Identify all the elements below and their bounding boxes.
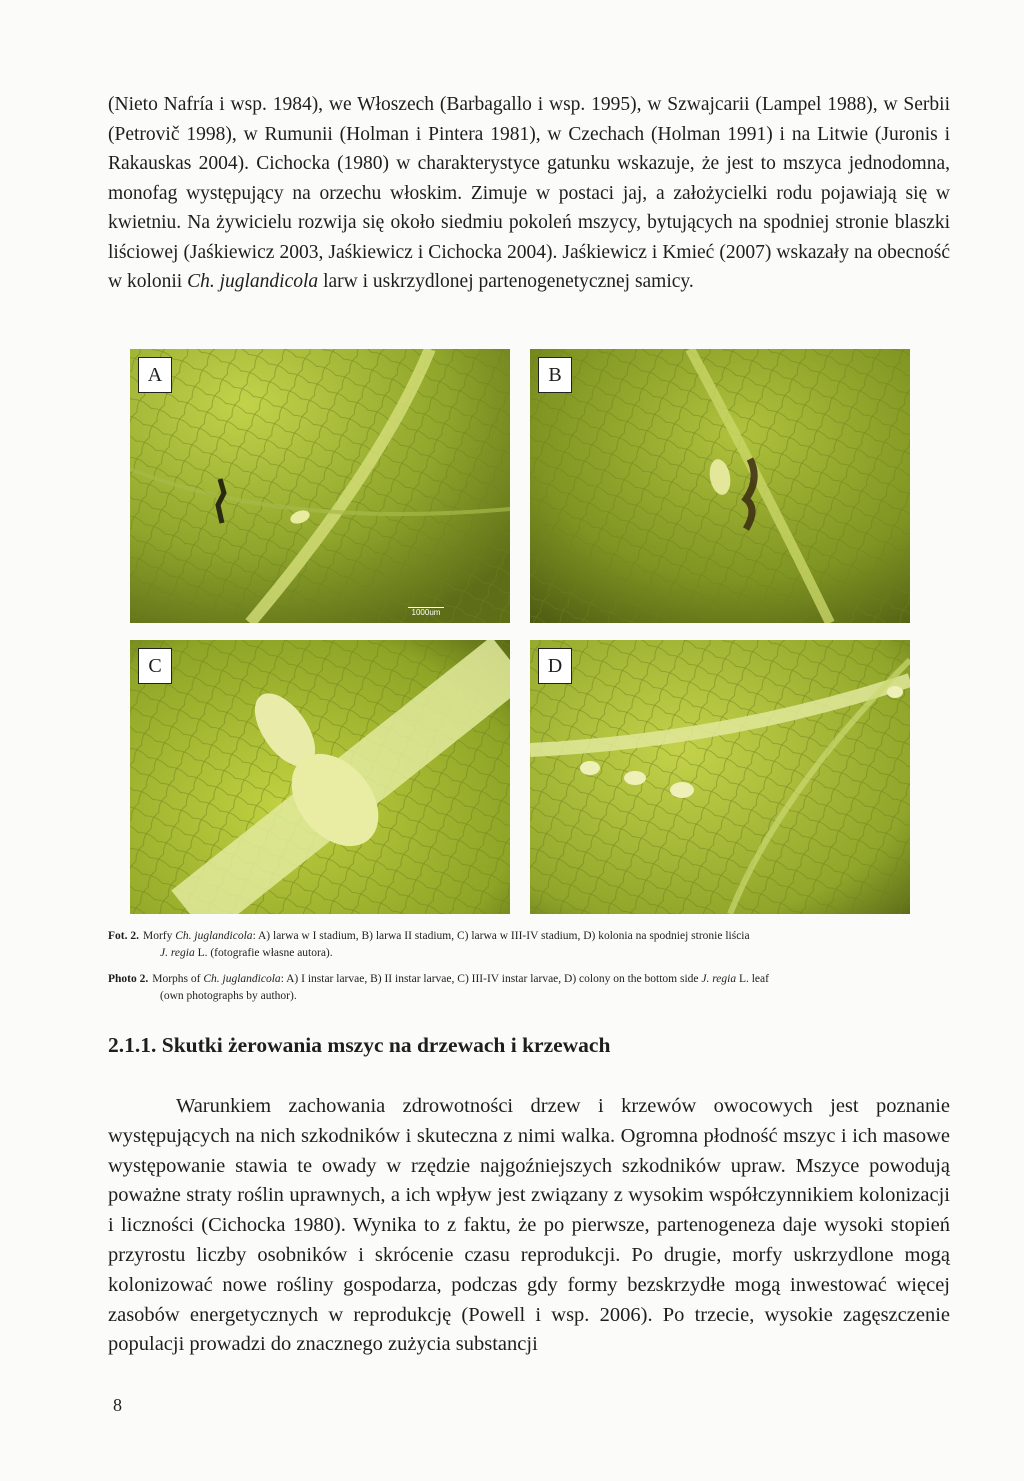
species-name: Ch. juglandicola xyxy=(187,271,319,292)
host-name: J. regia xyxy=(701,973,737,985)
caption-lead: Photo 2. xyxy=(108,973,149,985)
photo-d xyxy=(530,640,910,914)
photo-c-image xyxy=(130,640,510,914)
photo-a-image xyxy=(130,349,510,623)
species-name: Ch. juglandicola xyxy=(203,973,281,985)
photo-c-label: C xyxy=(138,648,172,684)
caption-english xyxy=(108,971,953,1005)
paragraph-text: (Nieto Nafría i wsp. 1984), we Włoszech (Barbagallo i wsp. 1995), w Szwajcarii (Lampel 1988), w Serbii (Petrovič 1998), w Rumunii (Holman i Pintera 1981), w Czechach (Holman 1991) i na Litwie (Juronis i Rakauskas 2004). Cichocka (1980) w charakterystyce gatunku wskazuje, że jest to mszyca jednodomna, monofag występujący na orzechu włoskim. Zimuje w postaci jaj, a założycielki rodu pojawiają się w kwietniu. Na żywicielu rozwija się około siedmiu pokoleń mszycy, bytujących na spodniej stronie blaszki liściowej (Jaśkiewicz 2003, Jaśkiewicz i Cichocka 2004). Jaśkiewicz i Kmieć (2007) wskazały na obecność w kolonii xyxy=(108,94,950,292)
caption-text: : A) larwa w I stadium, B) larwa II stadium, C) larwa w III-IV stadium, D) kolonia na spodniej stronie liścia xyxy=(252,930,750,942)
host-name: J. regia xyxy=(160,947,195,959)
caption-line-2: (own photographs by author). xyxy=(160,990,297,1002)
caption-polish xyxy=(108,928,953,962)
photo-d-label: D xyxy=(538,648,572,684)
body-paragraph-1 xyxy=(108,90,950,297)
photo-b-image xyxy=(530,349,910,623)
photo-a-label: A xyxy=(138,357,172,393)
photo-b-label: B xyxy=(538,357,572,393)
photo-b xyxy=(530,349,910,623)
caption-text: L. leaf xyxy=(736,973,769,985)
caption-text: Morfy xyxy=(142,930,176,942)
photo-a xyxy=(130,349,510,623)
body-paragraph-2: Warunkiem zachowania zdrowotności drzew i krzewów owocowych jest poznanie występujących na nich szkodników i skuteczna z nimi walka. Ogromna płodność mszyc i ich masowe występowanie stawia te owady w rzędzie najgoźniejszych szkodników upraw. Mszyce powodują poważne straty roślin uprawnych, a ich wpływ jest związany z wysokim współczynnikiem kolonizacji i liczności (Cichocka 1980). Wynika to z faktu, że po pierwsze, partenogeneza daje wysoki stopień przyrostu liczby osobników i skrócenie czasu reprodukcji. Po drugie, morfy uskrzydlone mogą kolonizować nowe rośliny gospodarza, podczas gdy formy bezskrzydłe mogą inwestować więcej zasobów energetycznych w reprodukcję (Powell i wsp. 2006). Po trzecie, wysokie zagęszczenie populacji prowadzi do znacznego zużycia substancji xyxy=(108,1095,950,1356)
caption-text: : A) I instar larvae, B) II instar larvae, C) III-IV instar larvae, D) colony on the bottom side xyxy=(280,973,702,985)
caption-text: L. (fotografie własne autora). xyxy=(194,947,333,959)
paragraph-text: larw i uskrzydlonej partenogenetycznej samicy. xyxy=(318,271,694,292)
photo-c xyxy=(130,640,510,914)
photo-d-image xyxy=(530,640,910,914)
section-heading: 2.1.1. Skutki żerowania mszyc na drzewach i krzewach xyxy=(108,1033,611,1057)
caption-line-2 xyxy=(108,945,953,962)
scale-bar: 1000um xyxy=(408,607,444,617)
species-name: Ch. juglandicola xyxy=(175,930,253,942)
page-number: 8 xyxy=(113,1395,122,1415)
caption-text: Morphs of xyxy=(152,973,204,985)
caption-lead: Fot. 2. xyxy=(108,930,139,942)
